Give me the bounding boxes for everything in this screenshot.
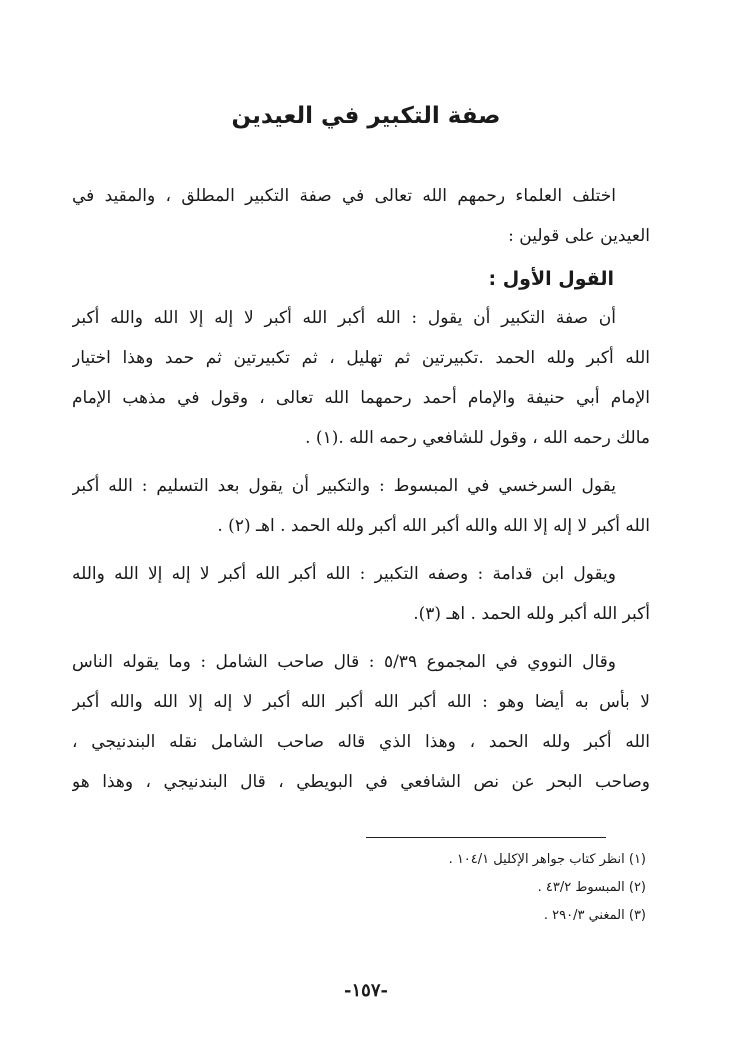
paragraph-line: أكبر الله أكبر ولله الحمد . اهـ (٣). — [413, 604, 650, 624]
paragraph-line: وصاحب البحر عن نص الشافعي في البويطي ، قال البندنيجي ، وهذا هو — [72, 772, 650, 792]
paragraph-line: أن صفة التكبير أن يقول : الله أكبر الله أكبر لا إله إلا الله والله أكبر — [72, 308, 616, 328]
footnote-divider — [366, 837, 606, 838]
paragraph-line: مالك رحمه الله ، وقول للشافعي رحمه الله .(١) . — [305, 428, 650, 448]
paragraph-line: وقال النووي في المجموع ٥/٣٩ : قال صاحب الشامل : وما يقوله الناس — [72, 652, 616, 672]
paragraph-ibn-qudama — [72, 554, 650, 634]
paragraph-line: الله أكبر ولله الحمد .تكبيرتين ثم تهليل ، ثم تكبيرتين ثم حمد وهذا اختيار — [72, 348, 650, 368]
footnote-item: (٢) المبسوط ٤٣/٢ . — [537, 880, 646, 895]
footnote-item: (١) انظر كتاب جواهر الإكليل ١٠٤/١ . — [448, 852, 646, 867]
page-number: -١٥٧- — [344, 980, 388, 1001]
paragraph-line: الله أكبر ولله الحمد ، وهذا الذي قاله صاحب الشامل نقله البندنيجي ، — [72, 732, 650, 752]
paragraph-line: الإمام أبي حنيفة والإمام أحمد رحمهما الله تعالى ، وقول في مذهب الإمام — [72, 388, 650, 408]
paragraph-nawawi — [72, 642, 650, 802]
paragraph-line: الله أكبر لا إله إلا الله والله أكبر الله أكبر ولله الحمد . اهـ (٢) . — [217, 516, 650, 536]
section-heading: القول الأول : — [488, 268, 614, 290]
paragraph-line: يقول السرخسي في المبسوط : والتكبير أن يقول بعد التسليم : الله أكبر — [72, 476, 616, 496]
page-title: صفة التكبير في العيدين — [231, 103, 501, 129]
paragraph-line: ويقول ابن قدامة : وصفه التكبير : الله أكبر الله أكبر لا إله إلا الله والله — [72, 564, 616, 584]
intro-line: العيدين على قولين : — [508, 226, 650, 246]
footnote-item: (٣) المغني ٢٩٠/٣ . — [543, 908, 646, 923]
intro-paragraph — [72, 176, 650, 256]
paragraph-line: لا بأس به أيضا وهو : الله أكبر الله أكبر الله أكبر لا إله إلا الله والله أكبر — [72, 692, 650, 712]
footnotes — [246, 846, 646, 930]
paragraph-sarakhsi — [72, 466, 650, 546]
paragraph-first-opinion — [72, 298, 650, 458]
intro-line: اختلف العلماء رحمهم الله تعالى في صفة التكبير المطلق ، والمقيد في — [72, 186, 616, 206]
